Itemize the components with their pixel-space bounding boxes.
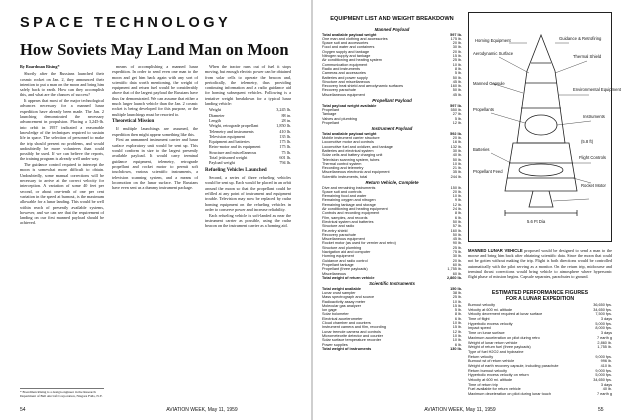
row-weight: 60 lb. [452,262,462,267]
row-item: Recording and telemetry [322,166,364,171]
battery-pack [519,164,563,176]
row-item: Air conditioning and heating system [322,58,382,63]
row-weight: 20 lb. [452,136,462,141]
performance-item: Type of fuel H2O2 and hydrazine [468,349,524,354]
label-dim1: (5.8 ft) [581,139,594,144]
performance-title-2: FOR A LUNAR EXPEDITION [505,296,575,303]
row-item: Guidance and radio control [322,258,368,263]
performance-item: Velocity at 600 mi. altitude [468,307,513,312]
performance-value: 8,000 fps. [595,326,612,331]
row-weight: 5 lb. [454,308,462,313]
table-group-heading: Instrument Payload [371,126,413,132]
row-weight: 5 lb. [454,71,462,76]
row-item: Remaining tankage and storage [322,202,376,207]
row-item: Recovery parachute [322,232,356,237]
running-footer-left: AVIATION WEEK, May 11, 1959 [166,407,238,413]
performance-item: Time of return trip [468,382,498,387]
row-item: Total weight available [322,286,361,291]
row-weight: 20 lb. [452,258,462,263]
performance-value: 2,860 lb. [597,340,612,345]
row-item: Recovery heat shield and aerodynamic surfaces [322,84,404,89]
performance-value: 3 days [600,317,612,322]
row-item: Propellant (three payloads) [322,267,368,272]
row-weight: 8 lb. [454,66,462,71]
row-weight: 25 lb. [452,295,462,300]
row-weight: 50 lb. [452,219,462,224]
article-column-2 [112,64,198,404]
article-paragraph: Shortly after the Russians launched their cosmic rocket on Jan. 2, they announced their intention to put a man on the moon and bring him safely back to earth. How can they accomplish this, and what are the chances of success? [20,71,104,98]
row-weight: 10 lb. [452,338,462,343]
performance-item: Return velocity [468,354,494,359]
performance-value: 7 earth g [597,392,612,397]
label-flight: Flight Controls [579,155,606,160]
performance-title-1: ESTIMATED PERFORMANCE FIGURES [491,290,589,296]
row-item: Thermal control system [322,161,362,166]
row-item: Propellant tankage [322,262,354,267]
author-footnote: * Boardman Rising is a design engineer in the Research Department of Bell Aircraft Corporation, Niagara Falls, N.Y. [20,388,104,406]
vehicle-spec-list [209,107,291,165]
row-weight: 597 lb. [450,103,462,108]
row-weight: 20 lb. [452,189,462,194]
spec-value: 175 lb. [279,139,291,145]
performance-item: Maximum acceleration on pilot during retro [468,335,540,340]
row-item: Cloud chamber and counters [322,321,371,326]
row-item: One man and clothing and accessories [322,36,388,41]
row-weight: 12 lb. [452,120,462,125]
row-weight: 6 lb. [454,316,462,321]
performance-value: 34,650 fps. [593,307,612,312]
performance-value: 7 earth g [597,335,612,340]
row-weight: 8 lb. [454,211,462,216]
performance-item: Velocity at 600 mi. altitude [468,378,513,382]
row-weight: 40 lb. [452,153,462,158]
performance-value: 3 days [600,331,612,336]
row-item: Dive and remaining instruments [322,185,376,190]
table-group-heading: Scientific Instruments [369,281,415,287]
row-item: Navigation aid and computer [322,250,371,255]
diameter-dimension-line [505,210,577,216]
subhead-theoretical-mission: Theoretical Mission [112,118,155,124]
performance-item: Hyperbolic excess velocity on return [468,373,529,378]
table-row [322,93,462,97]
row-item: Batteries and power supply [322,75,368,80]
row-item: Lunar crust sampler [322,291,356,295]
spec-value: 601 lb. [279,155,291,161]
row-weight: 15 lb. [452,325,462,330]
row-item: Micrometeorite detector and counter [322,333,383,338]
table-group-heading: Manned Payload [374,27,410,32]
row-item: Cameras and accessories [322,71,366,76]
byline: By Boardman Rising* [20,64,60,69]
spec-value: 410 lb. [279,128,291,134]
equipment-table-title: EQUIPMENT LIST AND WEIGHT BREAKDOWN [330,16,454,22]
row-item: Structure and miscellaneous [322,79,370,84]
performance-item: Impact speed [468,326,491,331]
table-row [322,175,462,179]
row-item: Electrical system and batteries [322,219,374,224]
capsule-bulkheads [521,63,561,108]
column-3-paragraphs [205,64,291,106]
row-weight: 10 lb. [452,194,462,199]
performance-value: 996 lb. [600,359,612,364]
leader-lines [491,43,591,201]
page-number-right: 55 [598,407,604,413]
vehicle-cutaway-drawing [469,13,621,243]
label-instr: Instruments [583,114,605,119]
table-row [322,347,462,351]
row-weight: 10 lb. [452,333,462,338]
article-paragraph: The guidance control required to intercept the moon is somewhat more difficult to obtain. Undoubtedly, some manual corrections will be necessary to arrive at the correct velocity for interception. A variation of some 40 feet per second, or about one-tenth of one per cent variation in the speed at burnout, is the maximum allowable for a lunar landing. This would be well within reach of presently available systems, however, and we can see that the requirement of landing on our first manned payload should be achieved. [20,162,104,226]
performance-item: Return burnout velocity [468,368,508,373]
row-item: Miscellaneous equipment [322,237,365,242]
spec-label: Diameter [209,112,225,118]
row-item: Ion gage [322,308,337,313]
row-weight: 150 lb. [450,286,462,291]
spec-value: 3,245 lb. [276,107,291,113]
row-item: Controls and recording equipment [322,211,380,216]
spec-label: Structure and miscellaneous [209,149,257,155]
label-homing: Homing Equipment [475,38,511,43]
row-weight: 10 lb. [452,161,462,166]
row-weight: 160 lb. [450,228,462,233]
row-weight: 50 lb. [452,75,462,80]
row-item: Batteries and electrical system [322,148,374,153]
article-paragraph: It appears that most of the major technological advances necessary for a manned lunar expedition have already been made. The Jan. 2 launching demonstrated the necessary advancement in propulsion. Placing a 3,245-lb. into orbit in 1957 indicated a reasonable knowledge of the techniques required to sustain life in space. The selection of personnel to make the trip should present no problems, and would undoubtedly be more volunteers than could possibly be used. If we can believe the reports, the training program is already well under way. [20,98,104,162]
spec-value: 88 in. [281,112,291,118]
spec-value: 135 lb. [279,133,291,139]
row-weight: 57 lb. [452,224,462,229]
performance-value: 9,000 fps. [595,368,612,373]
label-capsule: Manned Capsule [473,81,505,86]
row-weight: 5 lb. [454,116,462,121]
column-2-paragraphs-b [112,126,198,190]
caption-lead: MANNED LUNAR VEHICLE [468,248,523,253]
row-weight: 12 lb. [452,202,462,207]
row-weight: 244 lb. [450,174,462,179]
row-weight: 30 lb. [452,148,462,153]
propellant-tank [525,115,557,135]
label-rocket: Rocket Motor [581,183,606,188]
row-item: Total weight of instruments [322,346,372,351]
performance-value: 5,000 fps. [595,321,612,326]
row-weight: 8 lb. [454,312,462,317]
row-weight: 10 lb. [452,299,462,304]
performance-value: 36,650 fps. [593,303,612,307]
row-weight: 20 lb. [452,41,462,46]
row-item: Space suit and controls [322,189,362,194]
article-paragraph: means of accomplishing a manned lunar expedition. In order to send even one man to the moon and get him back again with any sort of scientific data worth mentioning, the weight of equipment and return fuel would be considerably above that of the largest payload the Russians have thus far demonstrated. We can assume that either a much larger launch vehicle than the Jan. 2 cosmic rocket is being developed for this purpose, or the multiple launchings must be resorted to. [112,64,198,117]
label-env: Environmental Equipment [573,87,621,92]
article-paragraph: When the tractor runs out of fuel it stops moving, but enough electric power can be obtained from solar cells to operate the beacon and, periodically, the telemetry, thus providing continuing information and a radio guidance aid for homing subsequent vehicles. Following is a tentative weight breakdown for a typical lunar landing vehicle: [205,64,291,107]
row-weight: 90 lb. [452,241,462,246]
performance-value: 5,000 fps. [595,373,612,378]
performance-item: Time of flight [468,317,490,322]
row-weight: 30 lb. [452,45,462,50]
row-item: Scientific instruments, total [322,174,368,179]
spec-label: Telemetry and instruments [209,128,254,134]
row-item: Re-entry shield [322,228,348,233]
spec-label: Weight, retrograde propellant [209,123,259,129]
row-item: Locomotive motor and controls [322,140,374,145]
row-weight: 1,755 lb. [447,267,462,272]
row-weight: 175 lb. [450,36,462,41]
article-paragraph: Second, a series of three refueling vehicles would be sent up. Each would be placed in an orbit around the moon so that the propellant could be refilled at any point of instrument and equipment trouble. Television may now be replaced by radar homing equipment on the refueling vehicles in order to conserve power and increase reliability. [205,175,291,212]
row-item: Food and water and containers [322,45,375,50]
row-weight: 24 lb. [452,207,462,212]
row-weight: 550 lb. [450,107,462,112]
spec-label: Television equipment [209,133,246,139]
row-item: Remaining food and water [322,194,367,199]
column-1-paragraphs [20,71,104,225]
performance-rows [468,303,612,397]
performance-item: Burnout velocity [468,303,496,307]
row-item: Power supplies [322,342,348,347]
spec-value: 75 lb. [281,149,291,155]
performance-value: 9,000 fps. [595,354,612,359]
performance-item: Weight of lunar return vehicle [468,340,518,345]
row-item: Space suit and accessories [322,41,369,46]
row-item: Nitrogen supply and tankage [322,54,371,59]
row-item: Miscellaneous electronic and equipment [322,170,390,175]
performance-value: 1,755 lb. [597,345,612,350]
article-headline: How Soviets May Land Man on Moon [20,40,289,59]
row-weight: 25 lb. [452,245,462,250]
row-item: Locomotive fuel and oxidizer, and tankage [322,144,393,149]
row-item: Air conditioning and heating equipment [322,207,388,212]
performance-value: 3 days [600,382,612,387]
row-item: Homing equipment [322,254,354,259]
performance-item: Hyperbolic excess velocity [468,321,513,326]
spec-label: Total jettisoned weight [209,155,248,161]
row-item: Communication equipment [322,62,368,67]
row-item: Remaining oxygen and nitrogen [322,198,376,203]
table-row [322,121,462,125]
row-weight: 6 lb. [454,342,462,347]
row-weight: 160 lb. [450,84,462,89]
row-weight: 15 lb. [452,54,462,59]
spec-label: Retro-motor and its equipment [209,144,261,150]
table-row [322,276,462,280]
row-item: Structure and radio [322,224,355,229]
row-weight: 12 lb. [452,329,462,334]
performance-value: 410 lb. [600,363,612,368]
row-weight: 60 lb. [452,271,462,276]
row-item: Television scanning system, tubes [322,157,380,162]
row-weight: 50 lb. [452,88,462,93]
performance-item: Weight of earth recovery capsule, including parachute [468,363,559,368]
row-item: Propellant [322,120,340,125]
performance-item: Weight of return fuel (three payloads) [468,345,531,350]
spec-label: Payload weight [209,160,235,166]
spec-label: Length [209,117,221,123]
spec-value: 794 lb. [279,160,291,166]
article-paragraph: If multiple launchings are assumed, the expedition then might appear something like this. [112,126,198,137]
spec-label: Weight [209,107,221,113]
performance-item: Velocity decrement required at lunar surface [468,312,543,317]
section-heading: SPACE TECHNOLOGY [20,15,232,31]
row-item: Solar cells and battery charging unit [322,153,383,158]
row-item: Miscellaneous equipment [322,92,365,97]
row-weight: 45 lb. [452,92,462,97]
row-weight: 15 lb. [452,303,462,308]
label-guidance: Guidance & Retrofiring [559,36,602,41]
performance-item: Time on lunar surface [468,331,505,336]
subhead-refueling: Refueling Vehicles Launched [205,167,267,173]
row-weight: 50 lb. [452,157,462,162]
performance-item: Fuel available for return vehicle [468,387,521,392]
table-group-heading: Return Vehicle, Complete [365,179,419,185]
column-3-paragraphs-b [205,175,291,228]
spec-value: 28 in. [281,117,291,123]
performance-item: Burnout wt of return vehicle [468,359,515,364]
performance-figures-box [468,290,612,402]
row-weight: 21 lb. [452,166,462,171]
row-weight: 45 lb. [452,237,462,242]
row-item: Molecular gas analyzer [322,303,362,308]
page-number-left: 54 [20,407,26,413]
row-weight: 6 lb. [454,215,462,220]
row-item: Solar surface temperature recorder [322,338,382,343]
row-weight: 20 lb. [452,49,462,54]
spec-value: 1,850 lb. [276,123,291,129]
performance-value: 40 lb. [602,387,612,392]
row-weight: 130 lb. [450,346,462,351]
row-weight: 10 lb. [452,321,462,326]
row-item: Valves and plumbing [322,116,357,121]
label-thermal: Thermal Shield [573,54,602,59]
caption-text: proposed would be designed to send a man to the moose and bring him back after obtaining scientific data. Since the moon that could not be gotten without making the trip. Flight is both directions would be controlled automatically with the pilot serving as a monitor. On the return trip, midcourse and terminal thrust corrections would bring vehicle to atmosphere where hypersonic flight phase of mission begins. Capsule separates, parachutes to ground. [468,248,612,280]
figure-caption [468,248,612,284]
row-item: Instrument camera and film, recording [322,325,386,330]
label-aero: Aerodynamic Surface [473,51,514,56]
lower-section-outline [505,143,577,191]
row-weight: 9 lb. [454,198,462,203]
row-item: Tankage [322,112,337,117]
row-weight: 16 lb. [452,140,462,145]
row-item: Film, samples, and records [322,215,368,220]
row-item: Electrical accelerometer [322,316,363,321]
article-column-1 [20,64,104,394]
row-item: Mass spectrograph and source [322,295,375,300]
row-weight: 45 lb. [452,79,462,84]
row-weight: 75 lb. [452,250,462,255]
equipment-weight-table [322,26,462,402]
row-item: Recovery parachute [322,88,356,93]
row-item: Miscellaneous [322,271,347,276]
label-batt: Batteries [473,147,490,152]
spec-row [209,160,291,165]
article-paragraph: Each refueling vehicle is soft-landed as near the instrument carrier as possible, using the radar beacon on the instrument carrier as a homing aid. [205,212,291,229]
vehicle-diagram [468,12,621,242]
row-weight: 150 lb. [450,185,462,190]
performance-item: Maximum deceleration on pilot during lunar touch [468,392,551,397]
article-paragraph: First an unmanned instrument carrier and lunar surface exploratory unit would be sent up. This would conform in size to the largest presently available payload. It would carry terminal guidance equipment, telemetry, retrograde propellant and rocket motor to permit soft touchdown, various scientific instruments, a television scanning system, and a means of locomotion on the lunar surface. The Russians have even sent us a dummy instrument package. [112,137,198,191]
label-prop-feed: Propellant Feed [473,169,503,174]
row-weight: 10 lb. [452,62,462,67]
row-weight: 132 lb. [450,144,462,149]
row-item: Lunar tremole camera and controls [322,329,381,334]
performance-row [468,392,612,397]
row-weight: 592 lb. [450,131,462,136]
column-2-paragraphs [112,64,198,117]
row-item: Propellant [322,107,340,112]
row-weight: 50 lb. [452,232,462,237]
row-weight: 25 lb. [452,58,462,63]
label-dim2: 5.6 Ft Dia [527,219,546,224]
row-item: Mobile instrument carrier structure [322,136,380,141]
spec-label: Equipment and batteries [209,139,250,145]
row-item: Total available payload weight [322,32,377,37]
row-weight: 27 lb. [452,112,462,117]
capsule-outline [517,35,565,143]
article-column-3 [205,64,291,404]
row-item: Rocket motor (as used for vernier and retro) [322,241,396,246]
row-weight: 597 lb. [450,32,462,37]
table-group-heading: Propellant Payload [372,98,412,104]
page-gutter [311,0,313,420]
running-footer-right: AVIATION WEEK, May 11, 1959 [424,407,496,413]
row-item: Total payload weight available [322,103,377,108]
row-weight: 2,860 lb. [447,275,462,280]
rocket-nozzle [529,191,553,207]
row-weight: 30 lb. [452,254,462,259]
row-item: Total available payload weight [322,131,377,136]
row-item: Solar bolometer [322,312,349,317]
row-weight: 35 lb. [452,170,462,175]
performance-value: 7,500 fps. [595,312,612,317]
row-item: Radio and instruments [322,66,360,71]
row-item: Oxygen supply and tankage [322,49,370,54]
spec-value: 175 lb. [279,144,291,150]
performance-value: 34,650 fps. [593,378,612,382]
row-weight: 38 lb. [452,291,462,295]
row-item: Radioactivity assay meter [322,299,366,304]
row-item: Structure and plumbing [322,245,362,250]
row-item: Total weight of return vehicle [322,275,375,280]
label-prop: Propellants [473,107,494,112]
